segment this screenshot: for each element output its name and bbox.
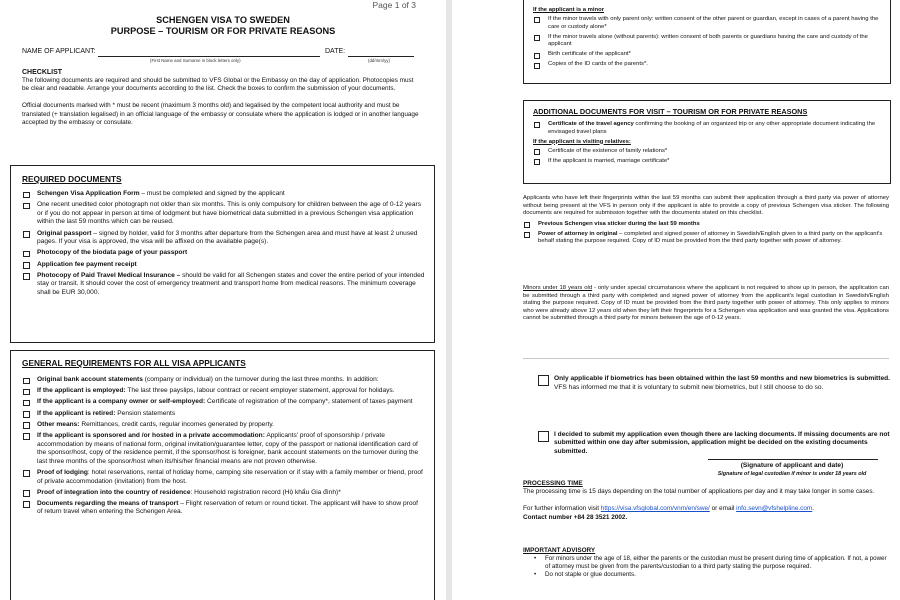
minor-list [533, 16, 883, 69]
item-bold: Proof of integration into the country of residence [37, 488, 191, 496]
vfs-email-link[interactable]: info.sevn@vfshelpline.com [736, 505, 813, 513]
item-bold: Power of attorney in original [538, 230, 618, 237]
biometric-text: VFS has informed me that it is voluntary to submit new biometrics, but I still choose to do so. [554, 383, 824, 391]
item-text: Pension statements [115, 409, 176, 417]
lacking-documents-text: I decided to submit my application even though there are lacking documents. If missing documents are not submitted within one day after submission, application might be decided on the existing documents submitted. [554, 430, 890, 456]
item-text: If the minor travels with only parent only: written consent of the other parent or guardian, except in cases of a parent having the care or custody alone* [548, 16, 879, 30]
minor-box [523, 0, 891, 84]
checklist-item [22, 489, 425, 498]
checkbox[interactable] [23, 490, 30, 497]
lacking-documents-option [538, 431, 899, 457]
signature-label: (Signature of applicant and date) [740, 462, 844, 469]
relatives-heading: If the applicant is visiting relatives: [533, 138, 631, 145]
item-text: The last three payslips, labour contract or recent employer statement, approval for holidays. [125, 387, 395, 395]
advisory-list [523, 555, 889, 579]
checkbox[interactable] [534, 122, 540, 128]
minors-lead: Minors under 18 years old [523, 285, 593, 291]
item-text: Applicants' proof of sponsorship / private accommodation by means of national form, original invitation/guarantee letter, copy of the passport or national identification card of the sponsor/host, copy of the residence permit, if the sponsor/host is foreigner, bank account statements on the turnover during the last three months of the sponsor/host when its/his/her financial means are not proven otherwise. [37, 431, 419, 465]
checklist-item [22, 272, 425, 298]
checkbox[interactable] [23, 203, 30, 210]
fingerprint-list [523, 221, 889, 246]
info-mid: or email [709, 505, 737, 513]
processing-section [523, 480, 889, 522]
biometric-option [538, 375, 899, 393]
checklist-item [22, 500, 425, 517]
checklist-item [533, 121, 883, 136]
checklist-item [523, 221, 889, 229]
checkbox[interactable] [534, 159, 540, 165]
checkbox[interactable] [23, 251, 30, 258]
checkbox[interactable] [534, 17, 540, 23]
item-text: (company or individual) on the turnover during the last three months. In addition: [142, 376, 379, 383]
checklist-item [533, 61, 883, 69]
checkbox[interactable] [23, 422, 30, 429]
checklist-item [533, 148, 883, 156]
checklist-paragraph-1: The following documents are required and should be submitted to VFS Global or the Embassy on the day of application. Photocopies must be clear and readable. Arrange your documents according to the list. Check the boxes to confirm the submission of your documents. [22, 77, 414, 93]
checkbox[interactable] [23, 389, 30, 396]
item-bold: Original passport [37, 229, 92, 237]
checklist-item [22, 249, 425, 258]
checklist-item [523, 231, 889, 246]
item-text: If the applicant is married, marriage certificate* [548, 157, 670, 164]
title-line-2: PURPOSE – TOURISM OR FOR PRIVATE REASONS [110, 26, 336, 36]
info-end: . [812, 505, 815, 513]
item-bold: Photocopy of the biodata page of your passport [37, 249, 188, 257]
additional-documents-heading: ADDITIONAL DOCUMENTS FOR VISIT – TOURISM OR FOR PRIVATE REASONS [533, 107, 808, 116]
checklist-item [533, 51, 883, 59]
minors-paragraph [523, 285, 889, 323]
item-bold: Original bank account statements [37, 376, 143, 383]
checklist-item [22, 261, 425, 270]
item-text: Remittances, credit cards, regular incomes generated by property. [79, 420, 274, 428]
item-bold: Proof of lodging [37, 468, 88, 476]
general-requirements-heading: GENERAL REQUIREMENTS FOR ALL VISA APPLICANTS [22, 358, 246, 368]
checklist-item [533, 16, 883, 31]
item-text: Birth certificate of the applicant* [548, 51, 631, 58]
section-divider [523, 358, 889, 359]
item-bold: If the applicant is sponsored and /or hosted in a private accommodation: [37, 431, 265, 439]
item-text: : hotel reservations, rental of holiday home, camping site reservation or if stay with a family member or friend, proof of private accommodation (invitation) from the host. [37, 468, 423, 485]
item-bold: If the applicant is employed: [37, 387, 126, 395]
contact-number: Contact number +84 28 3521 2002. [523, 513, 628, 521]
item-bold: Application fee payment receipt [37, 260, 137, 268]
name-hint: (First Name and Surname in block letters only) [150, 58, 241, 63]
item-text: confirming the booking of an organized trip or any other appropriate document indicating the envisaged travel plans [548, 121, 876, 135]
checklist-item [22, 376, 425, 385]
page-number: Page 1 of 3 [372, 0, 416, 10]
checkbox[interactable] [534, 63, 540, 69]
item-text: Copies of the ID cards of the parents*. [548, 61, 648, 68]
checkbox[interactable] [23, 231, 30, 238]
advisory-item: • For minors under the age of 18, either the parents or the custodian must be present during time of application. If not, a power of attorney must be given from the parents/custodian to a third party stating the purpose required. [523, 555, 889, 571]
checkbox[interactable] [524, 232, 530, 238]
date-label: DATE: [325, 48, 346, 55]
name-input-line[interactable] [98, 56, 320, 57]
checklist-item [22, 230, 425, 247]
minor-heading: If the applicant is a minor [533, 7, 605, 13]
title-line-1: SCHENGEN VISA TO SWEDEN [156, 15, 290, 25]
checkbox[interactable] [23, 192, 30, 199]
date-input-line[interactable] [348, 56, 414, 57]
fingerprint-section [523, 195, 889, 248]
advisory-section [523, 547, 889, 579]
info-line [523, 505, 889, 513]
vfs-website-link[interactable]: https://visa.vfsglobal.com/vnm/en/swe/ [600, 505, 710, 513]
checklist-item [22, 421, 425, 430]
item-text: One recent unedited color photograph not older than six months. This is only compulsory for children between the age of 0-12 years or if you do not appear in person at time of lodgment but have biometrical data submitted in a previous Schengen visa application within the last 59 months which can be reused. [37, 201, 422, 226]
item-text: – signed by holder, valid for 3 months after departure from the Schengen area and must have at least 2 unused pages. If your visa is approved, the visa will be affixed on the available page(s). [37, 229, 418, 246]
item-bold: If the applicant is a company owner or self-employed: [37, 398, 206, 406]
checkbox[interactable] [23, 262, 30, 269]
item-bold: Certificate of the travel agency [548, 121, 634, 127]
name-label: NAME OF APPLICANT: [22, 48, 96, 55]
info-prefix: For further information visit [523, 505, 601, 513]
checkbox[interactable] [23, 273, 30, 280]
lacking-documents-checkbox[interactable] [538, 431, 549, 442]
signature-sub-label: Signature of legal custodian if minor is under 18 years old [717, 471, 867, 477]
checklist-item [22, 432, 425, 466]
required-documents-list [22, 190, 425, 298]
item-bold: Other means: [37, 420, 80, 428]
advisory-heading: IMPORTANT ADVISORY [523, 547, 596, 554]
processing-text: The processing time is 15 days depending on the total number of applications per day and it may take longer in some cases. [523, 488, 875, 496]
checkbox[interactable] [23, 400, 30, 407]
item-bold: Documents regarding the means of transport [37, 499, 179, 507]
item-text: – must be completed and signed by the applicant [139, 190, 285, 197]
item-bold: Previous Schengen visa sticker during the last 59 months [538, 220, 700, 227]
checklist-item [22, 387, 425, 396]
page-2 [452, 0, 900, 600]
item-text: If the minor travels alone (without parents): written consent of both parents or guardians having the care and custody of the applicant [548, 33, 868, 48]
required-documents-heading: REQUIRED DOCUMENTS [22, 174, 122, 184]
date-hint: (dd/mm/yy) [368, 58, 390, 63]
checklist-item [533, 158, 883, 166]
processing-heading: PROCESSING TIME [523, 480, 583, 487]
item-text: Certificate of the existence of family relations* [548, 147, 668, 154]
item-bold: Photocopy of Paid Travel Medical Insurance – [37, 271, 181, 279]
biometric-checkbox[interactable] [538, 375, 549, 386]
checkbox[interactable] [23, 433, 30, 440]
checkbox[interactable] [23, 411, 30, 418]
checkbox[interactable] [534, 53, 540, 59]
checkbox[interactable] [23, 470, 30, 477]
item-bold: Schengen Visa Application Form [37, 190, 140, 197]
minors-text: - only under special circumstances where the applicant is not required to show up in person, the application can be submitted through a third party with completed and signed power of attorney from the applicant's legal custodian in Swedish/English stating the purpose required. Copy of ID must be provided from the third party together with power of attorney. This only applies to minors who were already above 12 years old when they left their fingerprints for a Schengen visa application and was granted the visa. Applications cannot be submitted through a third party for minors between the age of 0-12 years. [523, 285, 889, 322]
checkbox[interactable] [23, 501, 30, 508]
document-title [0, 15, 446, 37]
checklist-item [533, 34, 883, 49]
general-requirements-list [22, 376, 425, 517]
checkbox[interactable] [524, 222, 530, 228]
item-text: – Flight reservation of return or round ticket. The applicant will have to show proof of return travel when entering the Schengen Area. [37, 499, 418, 516]
checklist-paragraph-2: Official documents marked with * must be recent (maximum 3 months old) and legalised by the competent local authority and must be translated (+ translation legalised) in an official language of the embassy or consulate where the application is lodged or in another language accepted by the embassy or consulate. [22, 102, 419, 126]
checklist-item [22, 410, 425, 419]
fingerprint-paragraph: Applicants who have left their fingerprints within the last 59 months can submit their application through a third party via power of attorney without being present at the VFS in person only if the applicant is able to provide a copy of previous Schengen visa sticker. The following documents are required for submission together with the documents stated on this checklist. [523, 195, 889, 217]
checkbox[interactable] [534, 149, 540, 155]
required-documents-box [10, 165, 435, 343]
item-bold: If the applicant is retired: [37, 409, 116, 417]
general-requirements-box [10, 350, 435, 600]
signature-line[interactable] [708, 459, 878, 460]
checklist-item [22, 469, 425, 486]
checklist-item [22, 398, 425, 407]
checklist-item [22, 190, 425, 199]
item-text: : Household registration record (Hộ khẩu Gia đình)* [190, 488, 341, 496]
checkbox[interactable] [534, 35, 540, 41]
item-text: should be valid for all Schengen states and cover the entire period of your intended stay or transit. It should cover the cost of emergency treatment and transport home from medical reasons. The minimum coverage shall be EUR 30,000. [37, 271, 425, 296]
item-text: Certificate of registration of the company*, statement of taxes payment [205, 398, 413, 406]
item-text: – completed and signed power of attorney in Swedish/English given to a third party on the applicant's behalf stating the purpose required. Copy of ID must be provided from the third party together with power of attorney. [538, 230, 883, 245]
page-1 [0, 0, 446, 600]
checklist-item [22, 201, 425, 227]
additional-documents-box [523, 100, 891, 184]
checklist-section [22, 69, 420, 127]
checkbox[interactable] [23, 378, 30, 385]
checklist-heading: CHECKLIST [22, 69, 63, 76]
biometric-bold: Only applicable if biometrics has been obtained within the last 59 months and new biometrics is submitted. [554, 375, 890, 382]
advisory-item: • Do not staple or glue documents. [523, 571, 889, 579]
relatives-list [533, 148, 883, 166]
